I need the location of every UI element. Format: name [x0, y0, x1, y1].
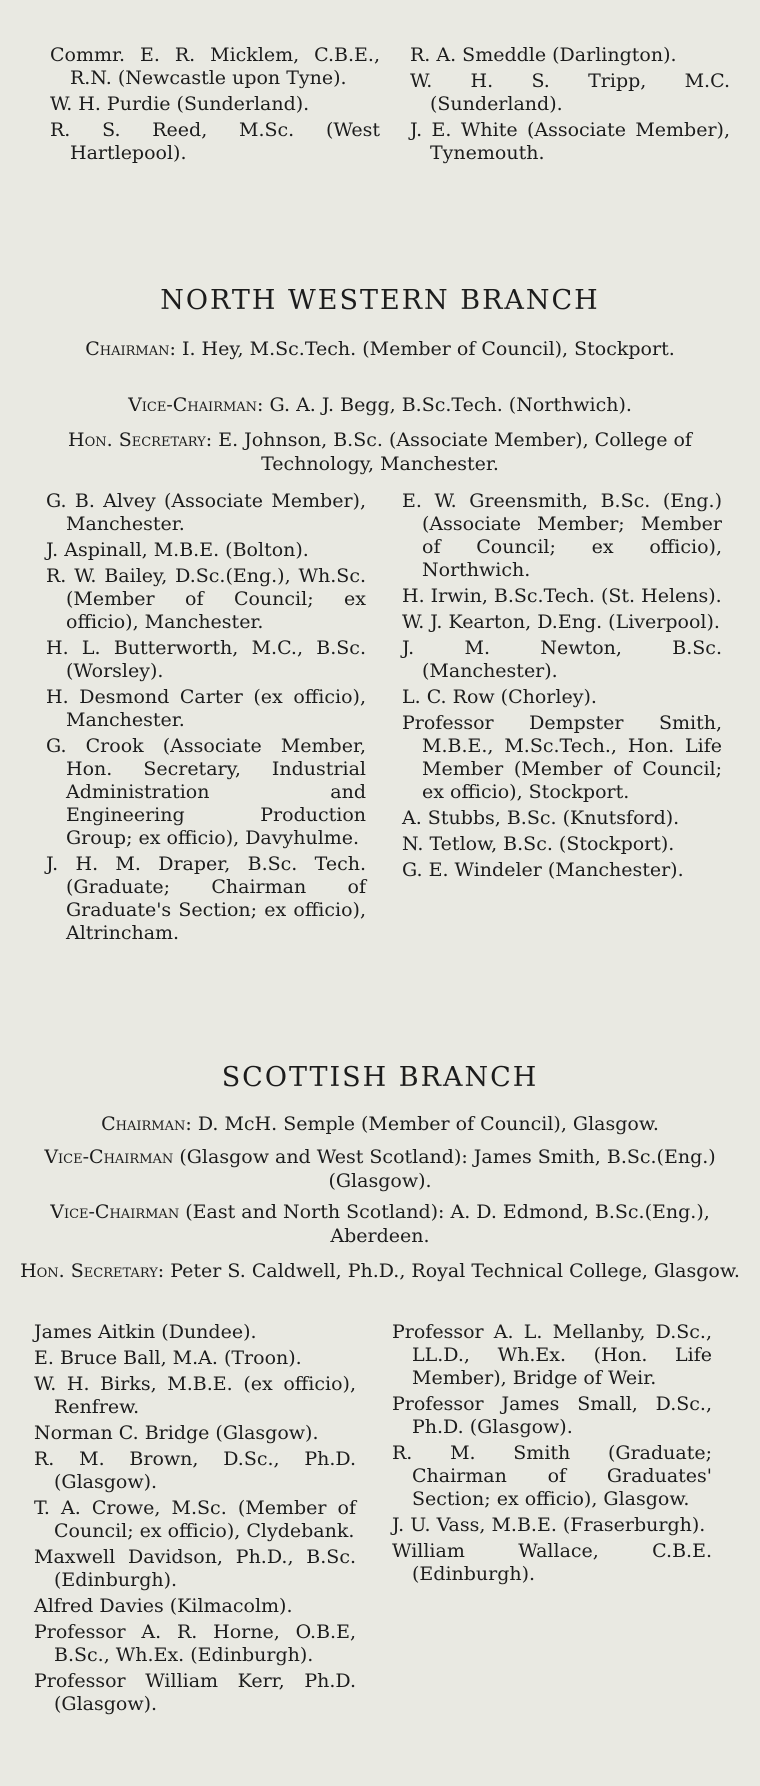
- section-heading: NORTH WESTERN BRANCH: [160, 285, 600, 316]
- member-entry: H. Desmond Carter (ex officio), Manchester.: [46, 686, 366, 731]
- ne-members: [50, 44, 730, 168]
- member-entry: Norman C. Bridge (Glasgow).: [34, 1422, 319, 1444]
- vice-chairman-line: [20, 1145, 740, 1193]
- ne-right-column: [410, 44, 730, 168]
- member-entry: R. W. Bailey, D.Sc.(Eng.), Wh.Sc. (Member of Council; ex officio), Manchester.: [46, 565, 366, 633]
- member-entry: A. Stubbs, B.Sc. (Knutsford).: [402, 807, 680, 829]
- member-entry: R. M. Brown, D.Sc., Ph.D. (Glasgow).: [34, 1448, 356, 1493]
- member-entry: R. A. Smeddle (Darlington).: [410, 44, 677, 66]
- member-entry: W. H. Birks, M.B.E. (ex officio), Renfrew.: [34, 1373, 356, 1418]
- chairman-value: I. Hey, M.Sc.Tech. (Member of Council), Stockport.: [181, 338, 675, 360]
- member-entry: J. U. Vass, M.B.E. (Fraserburgh).: [392, 1514, 706, 1536]
- member-entry: J. M. Newton, B.Sc. (Manchester).: [402, 637, 722, 682]
- member-entry: J. H. M. Draper, B.Sc. Tech. (Graduate; Chairman of Graduate's Section; ex officio), Altrincham.: [46, 853, 366, 944]
- member-entry: William Wallace, C.B.E. (Edinburgh).: [392, 1540, 712, 1585]
- secretary-label: Hon. Secretary:: [20, 1260, 165, 1282]
- member-entry: Professor A. L. Mellanby, D.Sc., LL.D., Wh.Ex. (Hon. Life Member), Bridge of Weir.: [392, 1321, 712, 1389]
- member-entry: W. H. Purdie (Sunderland).: [50, 93, 310, 115]
- vice-chairman-label: Vice-Chairman: [44, 1146, 174, 1168]
- member-entry: E. W. Greensmith, B.Sc. (Eng.) (Associate Member; Member of Council; ex officio), Northwich.: [402, 490, 722, 581]
- member-entry: J. E. White (Associate Member), Tynemouth.: [410, 119, 730, 164]
- scottish-members: [34, 1321, 712, 1719]
- member-entry: G. Crook (Associate Member, Hon. Secretary, Industrial Administration and Engineering Production Group; ex officio), Davyhulme.: [46, 735, 366, 849]
- chairman-label: Chairman:: [101, 1113, 192, 1135]
- vice-chairman-value: (Glasgow and West Scotland): James Smith, B.Sc.(Eng.) (Glasgow).: [179, 1146, 716, 1192]
- secretary-line: [20, 1259, 740, 1283]
- member-entry: H. L. Butterworth, M.C., B.Sc. (Worsley).: [46, 637, 366, 682]
- member-entry: Professor Dempster Smith, M.B.E., M.Sc.Tech., Hon. Life Member (Member of Council; ex officio), Stockport.: [402, 712, 722, 803]
- scottish-right-column: [392, 1321, 712, 1719]
- secretary-value: Peter S. Caldwell, Ph.D., Royal Technical College, Glasgow.: [170, 1260, 740, 1282]
- vice-chairman-line: [20, 1200, 740, 1248]
- member-entry: L. C. Row (Chorley).: [402, 686, 597, 708]
- member-entry: W. J. Kearton, D.Eng. (Liverpool).: [402, 611, 720, 633]
- section-heading: SCOTTISH BRANCH: [221, 1062, 539, 1093]
- member-entry: T. A. Crowe, M.Sc. (Member of Council; ex officio), Clydebank.: [34, 1497, 356, 1542]
- chairman-label: Chairman:: [85, 338, 176, 360]
- member-entry: J. Aspinall, M.B.E. (Bolton).: [46, 539, 309, 561]
- member-entry: G. B. Alvey (Associate Member), Manchester.: [46, 490, 366, 535]
- member-entry: James Aitkin (Dundee).: [34, 1321, 257, 1343]
- vice-chairman-label: Vice-Chairman:: [128, 394, 264, 416]
- member-entry: R. S. Reed, M.Sc. (West Hartlepool).: [50, 119, 380, 164]
- scottish-left-column: [34, 1321, 356, 1719]
- member-entry: G. E. Windeler (Manchester).: [402, 859, 684, 881]
- member-entry: Alfred Davies (Kilmacolm).: [34, 1595, 293, 1617]
- member-entry: Professor William Kerr, Ph.D. (Glasgow).: [34, 1670, 356, 1715]
- member-entry: E. Bruce Ball, M.A. (Troon).: [34, 1347, 302, 1369]
- member-entry: Professor A. R. Horne, O.B.E, B.Sc., Wh.Ex. (Edinburgh).: [34, 1621, 356, 1666]
- vice-chairman-label: Vice-Chairman: [50, 1201, 180, 1223]
- chairman-value: D. McH. Semple (Member of Council), Glasgow.: [197, 1113, 659, 1135]
- ne-left-column: [50, 44, 380, 168]
- vice-chairman-value: (East and North Scotland): A. D. Edmond, B.Sc.(Eng.), Aberdeen.: [185, 1201, 710, 1247]
- member-entry: Commr. E. R. Micklem, C.B.E., R.N. (Newcastle upon Tyne).: [50, 44, 380, 89]
- vice-chairman-value: G. A. J. Begg, B.Sc.Tech. (Northwich).: [269, 394, 632, 416]
- member-entry: W. H. S. Tripp, M.C. (Sunderland).: [410, 70, 730, 115]
- chairman-line: [20, 337, 740, 361]
- nw-members: [46, 490, 722, 948]
- chairman-line: [20, 1112, 740, 1136]
- member-entry: H. Irwin, B.Sc.Tech. (St. Helens).: [402, 585, 722, 607]
- nw-left-column: [46, 490, 366, 948]
- member-entry: N. Tetlow, B.Sc. (Stockport).: [402, 833, 675, 855]
- secretary-value: E. Johnson, B.Sc. (Associate Member), College of Technology, Manchester.: [218, 429, 692, 475]
- member-entry: Maxwell Davidson, Ph.D., B.Sc. (Edinburgh).: [34, 1546, 356, 1591]
- secretary-line: [20, 428, 740, 476]
- vice-chairman-line: [20, 393, 740, 417]
- member-entry: Professor James Small, D.Sc., Ph.D. (Glasgow).: [392, 1393, 712, 1438]
- nw-right-column: [402, 490, 722, 948]
- member-entry: R. M. Smith (Graduate; Chairman of Graduates' Section; ex officio), Glasgow.: [392, 1442, 712, 1510]
- secretary-label: Hon. Secretary:: [68, 429, 213, 451]
